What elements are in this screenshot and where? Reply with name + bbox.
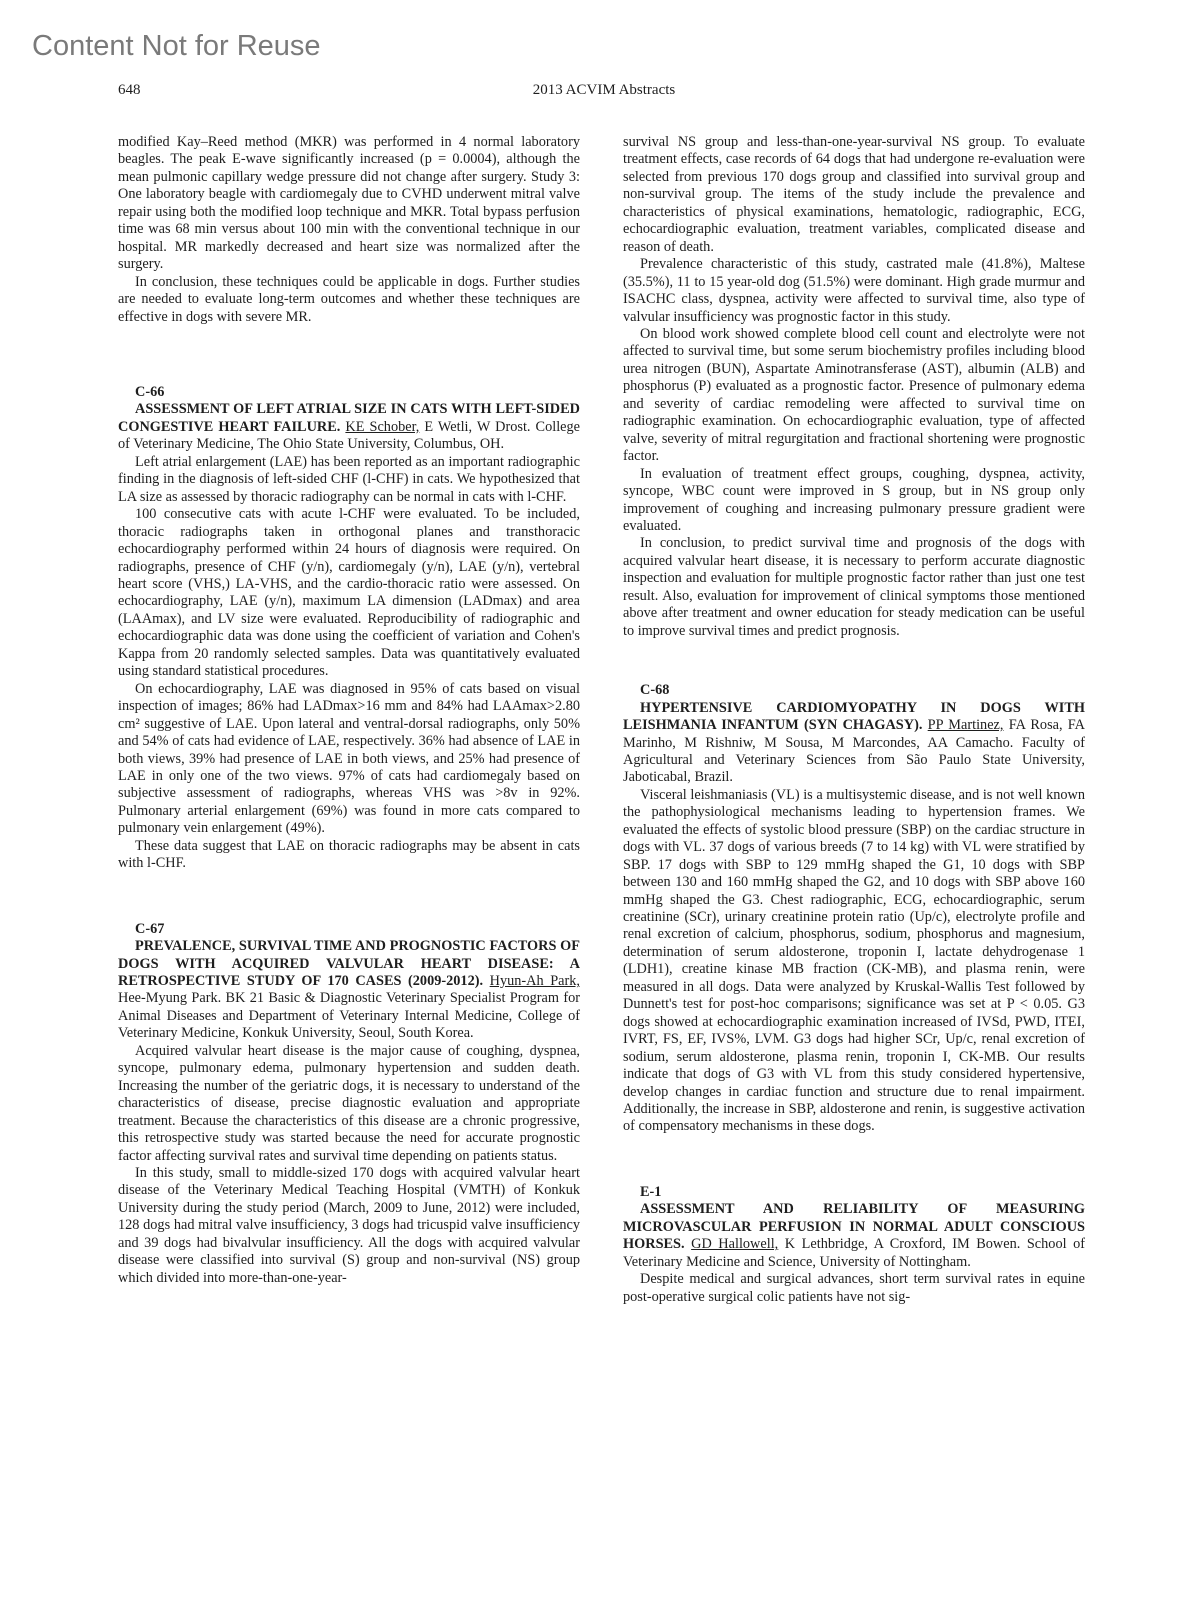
running-head (118, 82, 1090, 104)
abstract-e1 (623, 1184, 1085, 1306)
page-number: 648 (118, 82, 141, 98)
abstract-c68 (623, 682, 1085, 1136)
paragraph: In conclusion, to predict survival time and prognosis of the dogs with acquired valvular heart disease, it is necessary to perform accurate diagnostic inspection and evaluation for multiple prognostic factor rather than just one test result. Also, evaluation for improvement of clinical symptoms those mentioned above after treatment and owner education for steady medication can be useful to improve survival times and predict prognosis. (623, 535, 1085, 639)
presenting-author: PP Martinez, (927, 717, 1004, 734)
abstract-title: ASSESSMENT OF LEFT ATRIAL SIZE IN CATS WITH LEFT-SIDED CONGESTIVE HEART FAILURE. (118, 401, 580, 435)
presenting-author: Hyun-Ah Park, (489, 973, 580, 990)
presenting-author: KE Schober, (345, 418, 420, 435)
abstract-id: E-1 (640, 1183, 662, 1200)
paragraph: modified Kay–Reed method (MKR) was performed in 4 normal laboratory beagles. The peak E-wave significantly increased (p = 0.0004), although the mean pulmonic capillary wedge pressure did not change after surgery. Study 3: One laboratory beagle with cardiomegaly due to CVHD underwent mitral valve repair using both the modified loop technique and MKR. Total bypass perfusion time was 68 min versus about 100 min with the conventional technique in our hospital. MR markedly decreased and heart size was normalized after the surgery. (118, 134, 580, 273)
abstract-id: C-66 (135, 383, 165, 400)
journal-title: 2013 ACVIM Abstracts (532, 82, 676, 98)
author-affiliation: K Lethbridge, A Croxford, IM Bowen. School of Veterinary Medicine and Science, University of Nottingham. (623, 1236, 1085, 1270)
left-column (118, 134, 580, 1287)
abstract-title: HYPERTENSIVE CARDIOMYOPATHY IN DOGS WITH LEISHMANIA INFANTUM (SYN CHAGASY). (623, 699, 1085, 734)
abstract-c66 (118, 384, 580, 873)
paragraph: Visceral leishmaniasis (VL) is a multisystemic disease, and is not well known the pathophysiological mechanisms leading to hypertension frames. We evaluated the effects of systolic blood pressure (SBP) on the cardiac structure in dogs with VL. 37 dogs of various breeds (7 to 14 kg) with VL were stratified by SBP. 17 dogs with SBP to 129 mmHg shaped the G1, 10 dogs with SBP between 130 and 160 mmHg shaped the G2, and 10 dogs with SBP above 160 mmHg shaped the G3. Chest radiographic, ECG, echocardiographic, serum creatinine (SCr), urinary creatinine protein ratio (Up/c), electrolyte profile and renal excretion of calcium, phosphorus, sodium, phosphorus and magnesium, determination of serum aldosterone, troponin I, lactate dehydrogenase 1 (LDH1), creatine kinase MB fraction (CK-MB), and plasma renin, were measured in all dogs. Data were analyzed by Kruskal-Wallis Test followed by Dunnett's test for post-hoc comparisons; significance was set at P < 0.05. G3 dogs showed at echocardiographic examination increased of IVSd, PWD, ITEI, IVRT, FS, EF, IVS%, LVM. G3 dogs had higher SCr, Up/c, renal excretion of sodium, serum aldosterone, plasma renin, troponin I, CK-MB. Our results indicate that dogs of G3 with VL from this study considered hypertensive, develop changes in cardiac function and structure due to renal impairment. Additionally, the increase in SBP, aldosterone and renin, is suggestive activation of compensatory mechanisms in these dogs. (623, 786, 1085, 1135)
paragraph: In this study, small to middle-sized 170 dogs with acquired valvular heart disease of the Veterinary Medical Teaching Hospital (VMTH) of Konkuk University during the study period (March, 2009 to June, 2012) were included, 128 dogs had mitral valve insufficiency, 3 dogs had tricuspid valve insufficiency and 39 dogs had bivalvular insufficiency. All the dogs with acquired valvular disease were classified into survival (S) group and non-survival (NS) group which divided into more-than-one-year- (118, 1165, 580, 1286)
abstract-header (623, 700, 1085, 787)
author-affiliation: FA Rosa, FA Marinho, M Rishniw, M Sousa, M Marcondes, AA Camacho. Faculty of Agricultural and Veterinary Sciences from São Paulo State University, Jaboticabal, Brazil. (623, 717, 1086, 786)
abstract-id: C-68 (640, 682, 670, 699)
author-affiliation: Hee-Myung Park. BK 21 Basic & Diagnostic Veterinary Specialist Program for Animal Diseases and Department of Veterinary Internal Medicine, College of Veterinary Medicine, Konkuk University, Seoul, South Korea. (118, 990, 580, 1042)
paragraph: Despite medical and surgical advances, short term survival rates in equine post-operative surgical colic patients have not sig- (623, 1271, 1085, 1305)
abstract-title: ASSESSMENT AND RELIABILITY OF MEASURING MICROVASCULAR PERFUSION IN NORMAL ADULT CONSCIOUS HORSES. (623, 1201, 1085, 1253)
paragraph: Left atrial enlargement (LAE) has been reported as an important radiographic finding in the diagnosis of left-sided CHF (l-CHF) in cats. We hypothesized that LA size as assessed by thoracic radiography can be normal in cats with l-CHF. (118, 453, 580, 505)
abstract-title: PREVALENCE, SURVIVAL TIME AND PROGNOSTIC FACTORS OF DOGS WITH ACQUIRED VALVULAR HEART DISEASE: A RETROSPECTIVE STUDY OF 170 CASES (2009-2012). (118, 938, 580, 990)
paragraph: 100 consecutive cats with acute l-CHF were evaluated. To be included, thoracic radiographs taken in orthogonal planes and transthoracic echocardiography performed within 24 hours of diagnosis were required. On radiographs, presence of CHF (y/n), cardiomegaly (y/n), LAE (y/n), vertebral heart score (VHS,) LA-VHS, and the cardio-thoracic ratio were assessed. On echocardiography, LAE (y/n), maximum LA dimension (LADmax) and area (LAAmax), and LV size were evaluated. Reproducibility of radiographic and echocardiographic data was done using the coefficient of variation and Cohen's Kappa from 20 randomly selected samples. Data was quantitatively evaluated using standard statistical procedures. (118, 506, 580, 680)
abstract-c67 (118, 921, 580, 1288)
paragraph: On blood work showed complete blood cell count and electrolyte were not affected to survival time, but some serum biochemistry profiles including blood urea nitrogen (BUN), Aspartate Aminotransferase (AST), albumin (ALB) and phosphorus (P) evaluated as a prognostic factor. Presence of pulmonary edema and severity of cardiac remodeling were affected to survival time on radiographic examination. On echocardiographic evaluation, type of affected valve, severity of mitral regurgitation and fractional shortening were prognostic factor. (623, 325, 1085, 465)
paragraph: In evaluation of treatment effect groups, coughing, dyspnea, activity, syncope, WBC count were improved in S group, but in NS group only improvement of coughing and increasing pulmonary pressure gradient were evaluated. (623, 465, 1085, 534)
right-column (623, 134, 1085, 1306)
paragraph: In conclusion, these techniques could be applicable in dogs. Further studies are needed to evaluate long-term outcomes and whether these techniques are effective in dogs with severe MR. (118, 273, 580, 325)
abstract-header (118, 401, 580, 453)
paragraph: survival NS group and less-than-one-year-survival NS group. To evaluate treatment effects, case records of 64 dogs that had undergone re-evaluation were selected from previous 170 dogs group and classified into survival group and non-survival group. The items of the study include the prevalence and characteristics of physical examinations, hematologic, radiographic, ECG, echocardiographic evaluation, treatment variables, complicated disease and reason of death. (623, 134, 1085, 255)
abstract-id: C-67 (135, 920, 165, 937)
paragraph: These data suggest that LAE on thoracic radiographs may be absent in cats with l-CHF. (118, 837, 580, 872)
abstract-c67-continuation (623, 134, 1085, 640)
paragraph: On echocardiography, LAE was diagnosed in 95% of cats based on visual inspection of images; 86% had LADmax>16 mm and 84% had LAAmax>2.80 cm² suggestive of LAE. Upon lateral and ventral-dorsal radiographs, only 50% and 54% of cats had evidence of LAE, respectively. 36% had absence of LAE in both views, 39% had presence of LAE in both views, and 25% had presence of LAE in only one of the two views. 97% of cats had cardiomegaly based on subjective assessment of radiographs, whereas VHS was >8v in 92%. Pulmonary arterial enlargement (69%) was found in more cats compared to pulmonary vein enlargement (49%). (118, 680, 580, 837)
paragraph: Acquired valvular heart disease is the major cause of coughing, dyspnea, syncope, pulmonary edema, pulmonary hypertension and sudden death. Increasing the number of the geriatric dogs, it is necessary to understand of the characteristics of disease, precise diagnostic evaluation and appropriate treatment. Because the characteristics of this disease are a chronic progressive, this retrospective study was started because the need for accurate prognostic factor affecting survival rates and survival time depending on patients status. (118, 1042, 580, 1164)
watermark: Content Not for Reuse (32, 30, 321, 62)
abstract-header (118, 938, 580, 1043)
abstract-header (623, 1201, 1085, 1271)
paragraph: Prevalence characteristic of this study, castrated male (41.8%), Maltese (35.5%), 11 to 15 year-old dog (51.5%) were dominant. High grade murmur and ISACHC class, dyspnea, activity were affected to survival time, also type of valvular insufficiency was prognostic factor in this study. (623, 256, 1085, 325)
presenting-author: GD Hallowell, (691, 1236, 779, 1253)
abstract-continuation (118, 134, 580, 326)
author-affiliation: E Wetli, W Drost. College of Veterinary Medicine, The Ohio State University, Columbus, OH. (118, 418, 581, 453)
